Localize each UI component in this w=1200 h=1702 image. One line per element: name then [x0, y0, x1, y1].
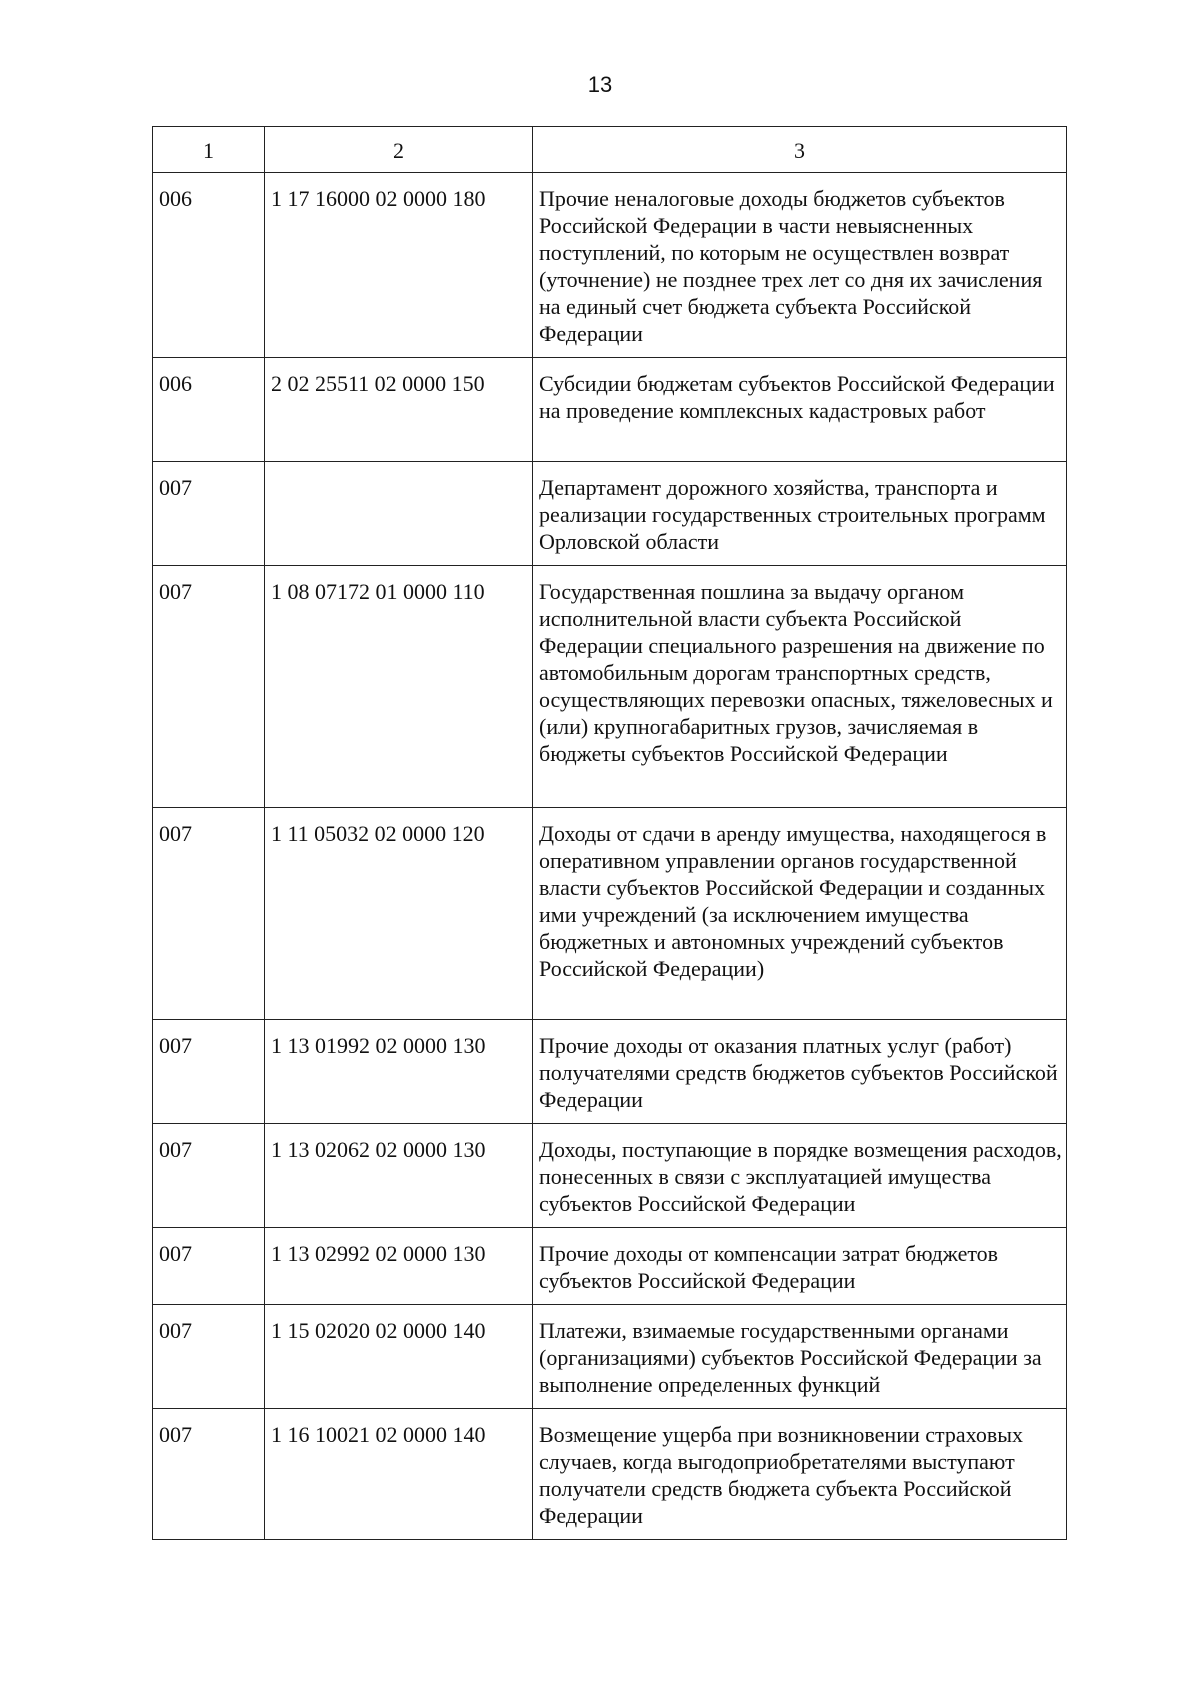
budget-code-cell: 1 11 05032 02 0000 120: [265, 808, 533, 1020]
admin-code-cell: 007: [153, 1228, 265, 1305]
table-row: [153, 1020, 1067, 1124]
budget-code-cell: 1 15 02020 02 0000 140: [265, 1305, 533, 1409]
budget-code-cell: 1 17 16000 02 0000 180: [265, 173, 533, 358]
table-row: [153, 462, 1067, 566]
description-cell: Прочие доходы от оказания платных услуг (работ) получателями средств бюджетов субъектов Российской Федерации: [533, 1020, 1067, 1124]
budget-code-cell: 1 16 10021 02 0000 140: [265, 1409, 533, 1540]
budget-code-cell: 1 13 02992 02 0000 130: [265, 1228, 533, 1305]
admin-code-cell: 006: [153, 358, 265, 462]
page-number: 13: [587, 72, 613, 97]
table-row: [153, 808, 1067, 1020]
column-header-3: 3: [533, 127, 1067, 173]
admin-code-cell: 007: [153, 1124, 265, 1228]
table-body: [153, 173, 1067, 1540]
description-cell: Прочие неналоговые доходы бюджетов субъектов Российской Федерации в части невыясненных поступлений, по которым не осуществлен возврат (уточнение) не позднее трех лет со дня их зачисления на единый счет бюджета субъекта Российской Федерации: [533, 173, 1067, 358]
description-cell: Государственная пошлина за выдачу органом исполнительной власти субъекта Российской Федерации специального разрешения на движение по автомобильным дорогам транспортных средств, осуществляющих перевозки опасных, тяжеловесных и (или) крупногабаритных грузов, зачисляемая в бюджеты субъектов Российской Федерации: [533, 566, 1067, 808]
table-row: [153, 1409, 1067, 1540]
admin-code-cell: 006: [153, 173, 265, 358]
admin-code-cell: 007: [153, 566, 265, 808]
budget-code-cell: 1 13 01992 02 0000 130: [265, 1020, 533, 1124]
revenue-codes-table: [152, 126, 1067, 1540]
description-cell: Прочие доходы от компенсации затрат бюджетов субъектов Российской Федерации: [533, 1228, 1067, 1305]
budget-code-cell: 2 02 25511 02 0000 150: [265, 358, 533, 462]
admin-code-cell: 007: [153, 1020, 265, 1124]
table-row: [153, 1124, 1067, 1228]
column-header-2: 2: [265, 127, 533, 173]
table-row: [153, 1305, 1067, 1409]
table-row: [153, 358, 1067, 462]
admin-code-cell: 007: [153, 1409, 265, 1540]
header-row: [153, 127, 1067, 173]
table-header: [153, 127, 1067, 173]
admin-code-cell: 007: [153, 1305, 265, 1409]
admin-code-cell: 007: [153, 462, 265, 566]
description-cell: Департамент дорожного хозяйства, транспорта и реализации государственных строительных программ Орловской области: [533, 462, 1067, 566]
budget-code-cell: [265, 462, 533, 566]
table-row: [153, 1228, 1067, 1305]
description-cell: Субсидии бюджетам субъектов Российской Федерации на проведение комплексных кадастровых работ: [533, 358, 1067, 462]
description-cell: Доходы, поступающие в порядке возмещения расходов, понесенных в связи с эксплуатацией имущества субъектов Российской Федерации: [533, 1124, 1067, 1228]
budget-code-cell: 1 13 02062 02 0000 130: [265, 1124, 533, 1228]
table-row: [153, 566, 1067, 808]
table-row: [153, 173, 1067, 358]
description-cell: Доходы от сдачи в аренду имущества, находящегося в оперативном управлении органов государственной власти субъектов Российской Федерации и созданных ими учреждений (за исключением имущества бюджетных и автономных учреждений субъектов Российской Федерации): [533, 808, 1067, 1020]
column-header-1: 1: [153, 127, 265, 173]
budget-code-cell: 1 08 07172 01 0000 110: [265, 566, 533, 808]
admin-code-cell: 007: [153, 808, 265, 1020]
description-cell: Платежи, взимаемые государственными органами (организациями) субъектов Российской Федерации за выполнение определенных функций: [533, 1305, 1067, 1409]
description-cell: Возмещение ущерба при возникновении страховых случаев, когда выгодоприобретателями выступают получатели средств бюджета субъекта Российской Федерации: [533, 1409, 1067, 1540]
